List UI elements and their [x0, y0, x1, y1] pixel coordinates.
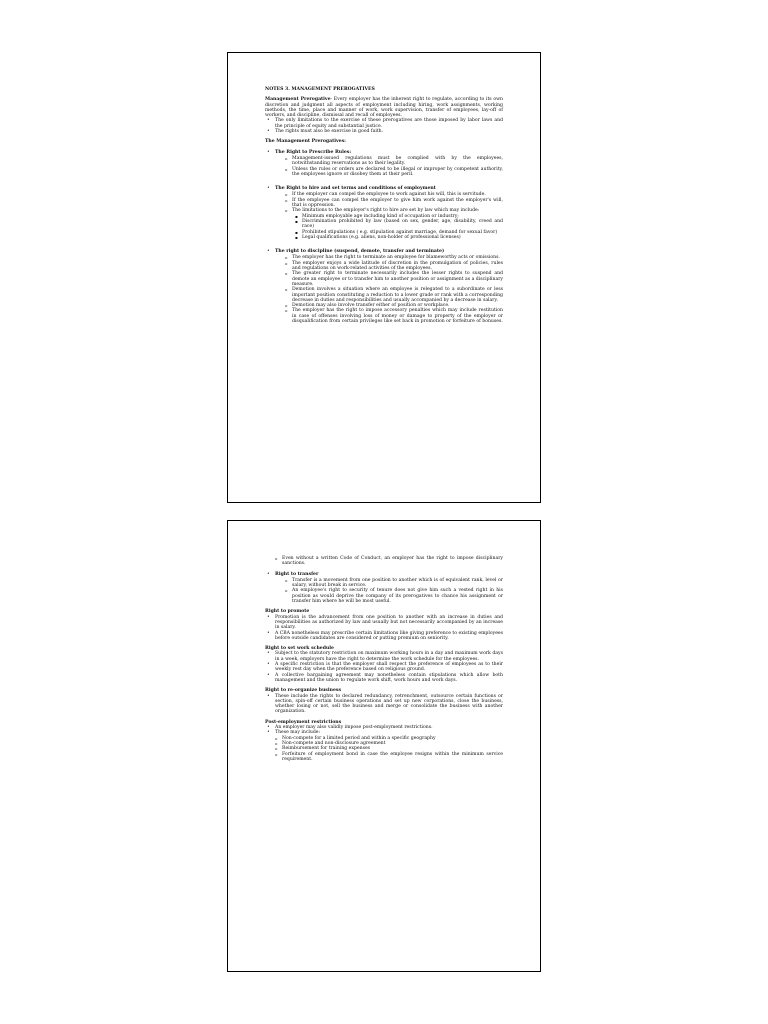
section-heading: • The Right to Prescribe Rules:	[275, 149, 352, 155]
list-item: o Non-compete for a limited period and within a specific geography	[265, 736, 503, 741]
page-1-content	[265, 87, 503, 324]
list-item: o If the employer can compel the employee to work against his will, this is servitude.	[275, 192, 503, 197]
list-item: ▪ Legal qualifications (e.g. aliens, non-holder of professional licenses)	[275, 235, 503, 240]
section-transfer	[265, 572, 503, 605]
list-item: • Subject to the statutory restriction on maximum working hours in a day and maximum work days in a week, employers have the right to determine the work schedule for the employees.	[265, 651, 503, 662]
document-page-2	[227, 520, 541, 972]
promote-items	[265, 615, 503, 641]
section-heading-promote: Right to promote	[265, 609, 310, 615]
section-items	[275, 192, 503, 213]
transfer-section	[265, 572, 503, 605]
prerogatives-list	[265, 150, 503, 325]
post-employment-items	[265, 725, 503, 736]
list-item: o Forfeiture of employment bond in case the employee resigns within the minimum service requirement.	[265, 752, 503, 763]
section-heading: • The Right to hire and set terms and conditions of employment	[275, 186, 436, 192]
list-item: • The rights must also be exercise in good faith.	[265, 129, 503, 134]
list-item: • The only limitations to the exercise of these prerogatives are those imposed by labor laws and the principle of equity and substantial justice.	[265, 118, 503, 129]
document-page-1	[227, 52, 541, 503]
list-item: • A CBA nonetheless may prescribe certain limitations like giving preference to existing employees before outside candidates are considered or putting premium on seniority.	[265, 631, 503, 642]
intro-term: Management Prerogative	[265, 97, 331, 103]
list-item: o Demotion may also involve transfer either of position or workplace.	[275, 303, 503, 308]
list-item: • A specific restriction is that the employer shall respect the preference of employees as to their weekly rest day when the preference based on religious ground.	[265, 662, 503, 673]
list-item: o The employer has the right to terminate an employee for blameworthy acts or omissions.	[275, 255, 503, 260]
page-2-content	[265, 556, 503, 762]
section-heading-schedule: Right to set work schedule	[265, 646, 334, 652]
list-item: o Demotion involves a situation where an employee is relegated to a subordinate or less important position constituting a reduction to a lower grade or rank with a corresponding decrease in duties and responsibilities and usually accompanied by a decrease in salary.	[275, 287, 503, 303]
schedule-items	[265, 651, 503, 683]
list-item: ▪ Prohibited stipulations ( e.g. stipulation against marriage, demand for sexual favor)	[275, 230, 503, 235]
list-item: • A collective bargaining agreement may nonetheless contain stipulations which allow both management and the union to regulate work shift, work hours and work days.	[265, 673, 503, 684]
list-item: o An employee's right to security of tenure does not give him such a vested right in his position as would deprive the company of its prerogatives to chance his assignment or transfer him where he will be most useful.	[275, 588, 503, 604]
document-title: NOTES 3. MANAGEMENT PREROGATIVES	[265, 87, 375, 92]
section-subitems	[275, 214, 503, 240]
section-items	[275, 156, 503, 177]
list-item: o Management-issued regulations must be complied with by the employees, notwithstanding reservations as to their legality.	[275, 156, 503, 167]
list-item: • An employer may also validly impose post-employment restrictions.	[265, 725, 503, 730]
section-heading: • The right to discipline (suspend, demote, transfer and terminate)	[275, 249, 445, 255]
list-item: o Reimbursement for training expenses	[265, 746, 503, 751]
list-item: • These include the rights to declared redundancy, retrenchment, outsource certain functions or section, spin-off certain business operations and set up new corporations, close the business, whether losing or not, sell the business and merge or consolidate the business with another organization.	[265, 694, 503, 715]
list-item: • These may include:	[265, 730, 503, 735]
section-hire	[265, 186, 503, 240]
list-item: ▪ Discrimination prohibited by law (based on sex, gender, age, disability, creed and race)	[275, 219, 503, 230]
list-item: • Promotion is the advancement from one position to another with an increase in duties and responsibilities as authorized by law and usually but not necessarily accompanied by an increase in salary.	[265, 615, 503, 631]
post-employment-subitems	[265, 736, 503, 762]
list-item: ▪ Minimum employable age including kind of occupation or industry;	[275, 214, 503, 219]
section-items	[275, 255, 503, 324]
intro-text: - Every employer has the inherent right to regulate, according to its own discretion and judgment all aspects of employment including hiring, work assignments, working methods, the time, place and manner of work, work supervision, transfer of employees, lay-off of workers, and discipline, dismissal and recall of employees.	[265, 97, 503, 119]
section-items	[275, 578, 503, 604]
section-discipline	[265, 249, 503, 324]
intro-bullet-list	[265, 118, 503, 134]
intro-paragraph	[265, 97, 503, 118]
list-item: o The greater right to terminate necessarily includes the lesser rights to suspend and demote an employee or to transfer him to another position or assignment as a disciplinary measure.	[275, 271, 503, 287]
section-prescribe-rules	[265, 150, 503, 177]
reorganize-items	[265, 694, 503, 715]
prerogatives-heading: The Management Prerogatives:	[265, 139, 346, 145]
carryover-list	[265, 556, 503, 567]
list-item: o Unless the rules or orders are declared to be illegal or improper by competent authority, the employees ignore or disobey them at their peril.	[275, 167, 503, 178]
list-item: o The employer enjoys a wide latitude of discretion in the promulgation of policies, rules and regulations on work-related activities of the employees.	[275, 261, 503, 272]
list-item: o Transfer is a movement from one position to another which is of equivalent rank, level or salary, without break in service.	[275, 578, 503, 589]
list-item: o Even without a written Code of Conduct, an employer has the right to impose disciplinary sanctions.	[265, 556, 503, 567]
section-heading: • Right to transfer	[275, 571, 319, 577]
list-item: o If the employee can compel the employer to give him work against the employer's will, that is oppression.	[275, 198, 503, 209]
list-item: o Non-compete and non-disclosure agreement	[265, 741, 503, 746]
list-item: o The employer has the right to impose accessory penalties which may include restitution in case of offenses involving loss of money or damage to property of the employer or disqualification from certain privileges like set back in promotion or forfeiture of bonuses.	[275, 308, 503, 324]
list-item: o The limitations to the employer's right to hire are set by law which may include:	[275, 208, 503, 213]
section-heading-reorganize: Right to re-organize business	[265, 688, 342, 694]
section-heading-post-employment: Post-employment restrictions	[265, 719, 342, 725]
